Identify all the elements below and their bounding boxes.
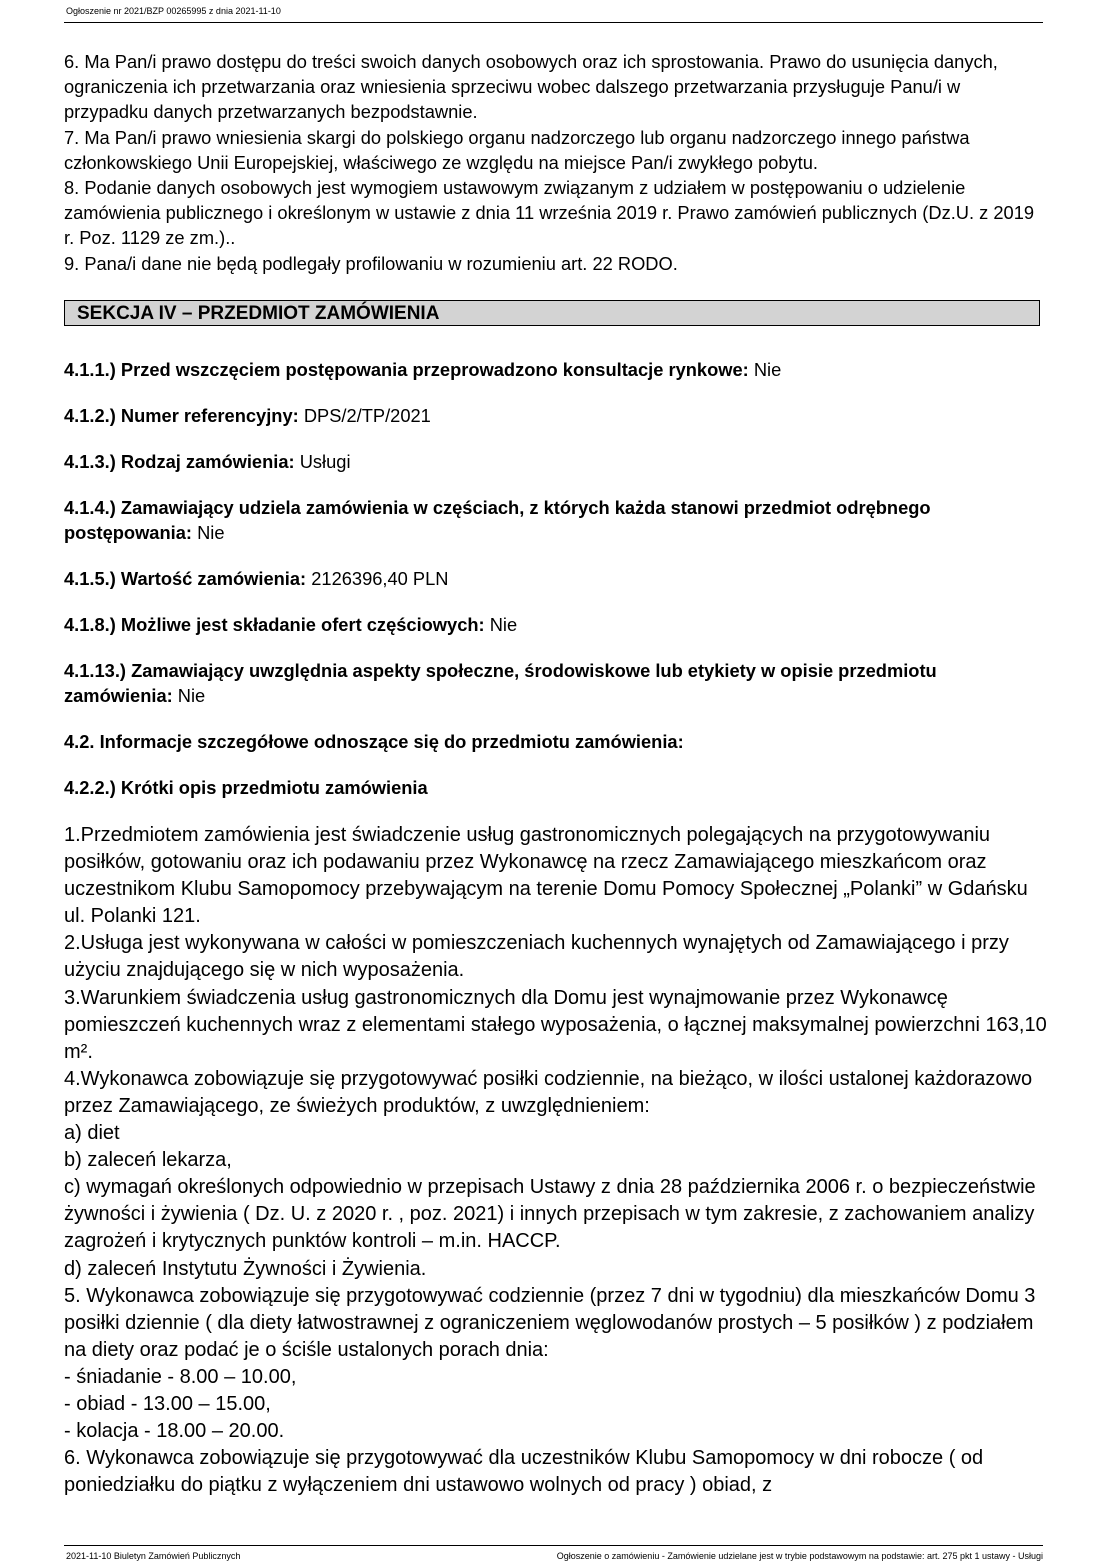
field-label: 4.1.4.) Zamawiający udziela zamówienia w częściach, z których każda stanowi przedmiot odrębnego postępowania: bbox=[64, 497, 931, 543]
header-divider bbox=[64, 22, 1043, 23]
desc-point-4a: a) diet bbox=[64, 1122, 120, 1145]
desc-point-5: 5. Wykonawca zobowiązuje się przygotowywać codziennie (przez 7 dni w tygodniu) dla mieszkańców Domu 3 posiłki dziennie ( dla diety łatwostrawnej z ograniczeniem węglowodanów prostych – 5 posiłków ) z podziałem na diety oraz podać je o ściśle ustalonych porach dnia: bbox=[64, 1284, 1036, 1361]
desc-meal-lunch: - obiad - 13.00 – 15.00, bbox=[64, 1392, 271, 1415]
field-label: 4.1.1.) Przed wszczęciem postępowania przeprowadzono konsultacje rynkowe: bbox=[64, 359, 749, 380]
desc-meal-breakfast: - śniadanie - 8.00 – 10.00, bbox=[64, 1365, 297, 1388]
field-reference-number bbox=[64, 403, 1049, 428]
rodo-clause-6: 6. Ma Pan/i prawo dostępu do treści swoich danych osobowych oraz ich sprostowania. Prawo do usunięcia danych, ograniczenia ich przetwarzania oraz wniesienia sprzeciwu wobec dalszego przetwarzania przysługuje Panu/i w przypadku danych przetwarzanych bezpodstawnie. bbox=[64, 51, 998, 123]
field-order-type bbox=[64, 449, 1049, 474]
desc-point-6: 6. Wykonawca zobowiązuje się przygotowywać dla uczestników Klubu Samopomocy w dni robocze ( od poniedziałku do piątku z wyłączeniem dni ustawowo wolnych od pracy ) obiad, z bbox=[64, 1447, 984, 1497]
field-label: 4.2.2.) Krótki opis przedmiotu zamówienia bbox=[64, 777, 428, 798]
order-description bbox=[64, 822, 1049, 1499]
field-market-consultation bbox=[64, 357, 1049, 382]
field-label: 4.1.2.) Numer referencyjny: bbox=[64, 405, 299, 426]
field-value: Nie bbox=[197, 522, 225, 543]
field-value: 2126396,40 PLN bbox=[311, 568, 449, 589]
section-title: SEKCJA IV – PRZEDMIOT ZAMÓWIENIA bbox=[77, 303, 440, 324]
field-value: Nie bbox=[489, 614, 518, 635]
section-iv-header bbox=[64, 300, 1040, 326]
desc-point-3: 3.Warunkiem świadczenia usług gastronomicznych dla Domu jest wynajmowanie przez Wykonawcę pomieszczeń kuchennych wraz z elementami stałego wyposażenia, o łącznej maksymalnej powierzchni 163,10 m². bbox=[64, 986, 1047, 1063]
footer-date-source: 2021-11-10 Biuletyn Zamówień Publicznych bbox=[66, 1551, 241, 1561]
field-label: 4.1.13.) Zamawiający uwzględnia aspekty społeczne, środowiskowe lub etykiety w opisie przedmiotu zamówienia: bbox=[64, 660, 937, 706]
footer-notice-type: Ogłoszenie o zamówieniu - Zamówienie udzielane jest w trybie podstawowym na podstawie: art. 275 pkt 1 ustawy - Usługi bbox=[556, 1551, 1043, 1561]
field-partial-offers bbox=[64, 612, 1049, 637]
desc-point-4: 4.Wykonawca zobowiązuje się przygotowywać posiłki codziennie, na bieżąco, w ilości ustalonej każdorazowo przez Zamawiającego, ze świeżych produktów, z uwzględnieniem: bbox=[64, 1067, 1033, 1117]
field-short-description-heading bbox=[64, 775, 1049, 800]
field-label: 4.2. Informacje szczegółowe odnoszące się do przedmiotu zamówienia: bbox=[64, 731, 684, 752]
field-label: 4.1.8.) Możliwe jest składanie ofert częściowych: bbox=[64, 614, 485, 635]
desc-point-4d: d) zaleceń Instytutu Żywności i Żywienia. bbox=[64, 1257, 427, 1280]
field-label: 4.1.5.) Wartość zamówienia: bbox=[64, 568, 307, 589]
field-value: Usługi bbox=[299, 451, 351, 472]
field-order-value bbox=[64, 566, 1049, 591]
rodo-clause-7: 7. Ma Pan/i prawo wniesienia skargi do polskiego organu nadzorczego lub organu nadzorczego innego państwa członkowskiego Unii Europejskiej, właściwego ze względu na miejsce Pan/i zwykłego pobytu. bbox=[64, 126, 970, 173]
field-label: 4.1.3.) Rodzaj zamówienia: bbox=[64, 451, 295, 472]
desc-point-2: 2.Usługa jest wykonywana w całości w pomieszczeniach kuchennych wynajętych od Zamawiającego i przy użyciu znajdującego się w nich wyposażenia. bbox=[64, 932, 1009, 982]
field-value: Nie bbox=[177, 685, 206, 706]
desc-meal-dinner: - kolacja - 18.00 – 20.00. bbox=[64, 1420, 285, 1443]
desc-point-1: 1.Przedmiotem zamówienia jest świadczenie usług gastronomicznych polegających na przygotowywaniu posiłków, gotowaniu oraz ich podawaniu przez Wykonawcę na rzecz Zamawiającego mieszkańcom oraz uczestnikom Klubu Samopomocy przebywającym na terenie Domu Pomocy Społecznej „Polanki” w Gdańsku ul. Polanki 121. bbox=[64, 824, 1028, 928]
field-detailed-info-heading bbox=[64, 729, 1049, 754]
footer-divider bbox=[64, 1545, 1043, 1546]
field-order-parts bbox=[64, 495, 984, 545]
rodo-clauses bbox=[64, 49, 1049, 276]
field-value: DPS/2/TP/2021 bbox=[303, 405, 431, 426]
field-value: Nie bbox=[753, 359, 782, 380]
page-header-notice-id: Ogłoszenie nr 2021/BZP 00265995 z dnia 2021-11-10 bbox=[66, 6, 281, 16]
desc-point-4b: b) zaleceń lekarza, bbox=[64, 1149, 232, 1172]
field-social-aspects bbox=[64, 658, 984, 708]
rodo-clause-8: 8. Podanie danych osobowych jest wymogiem ustawowym związanym z udziałem w postępowaniu o udzielenie zamówienia publicznego i określonym w ustawie z dnia 11 września 2019 r. Prawo zamówień publicznych (Dz.U. z 2019 r. Poz. 1129 ze zm.).. bbox=[64, 177, 1035, 249]
rodo-clause-9: 9. Pana/i dane nie będą podlegały profilowaniu w rozumieniu art. 22 RODO. bbox=[64, 252, 678, 274]
desc-point-4c: c) wymagań określonych odpowiednio w przepisach Ustawy z dnia 28 października 2006 r. o bezpieczeństwie żywności i żywienia ( Dz. U. z 2020 r. , poz. 2021) i innych przepisach w tym zakresie, z zachowaniem analizy zagrożeń i krytycznych punktów kontroli – m.in. HACCP. bbox=[64, 1176, 1036, 1253]
